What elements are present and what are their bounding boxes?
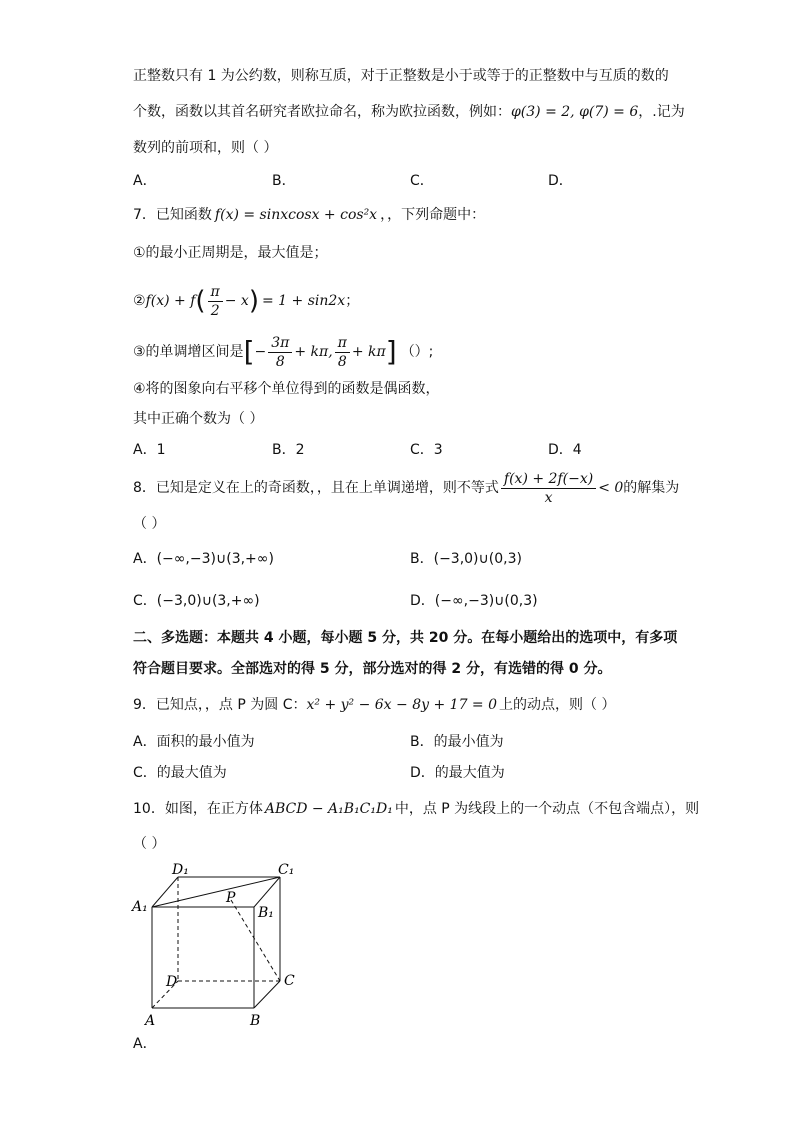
q7-item3-frac1-den: 8 [275,353,285,370]
label-P: P [226,890,236,906]
q6-line2-tail: ，.记为 [638,104,685,120]
q7-item3-mid1: + kπ, [294,344,333,360]
q7-item2-frac-den: 2 [210,302,220,319]
q10-stem-math: ABCD − A₁B₁C₁D₁ [264,801,393,817]
q9-stem-suffix: 上的动点，则（ ） [499,697,616,713]
label-D1: D₁ [172,862,189,878]
q8-paren: （ ） [133,516,166,532]
label-C1: C₁ [278,862,295,878]
q8-option-a: A．(−∞,−3)∪(3,+∞) [133,551,274,567]
q7-item3-frac2 [335,334,350,371]
edge-B-C [254,981,280,1008]
q6-line3: 数列的前项和，则（ ） [133,140,278,156]
q8-frac-den: x [544,489,553,506]
q7-item3-frac2-den: 8 [337,353,347,370]
q7-stem-prefix: 7．已知函数 [133,207,212,223]
q9-option-c: C．的最大值为 [133,765,227,781]
label-B1: B₁ [258,905,274,921]
q7-option-b: B．2 [272,442,305,458]
q6-option-a: A． [133,173,157,189]
q10-option-a: A． [133,1036,157,1052]
q7-item3-prefix: ③的单调增区间是 [133,344,244,360]
label-A1: A₁ [132,899,148,915]
q6-line2-math: φ(3) = 2, φ(7) = 6 [511,104,639,120]
q8-frac-tail: < 0 [598,480,624,496]
q9-option-d: D．的最大值为 [410,765,505,781]
q6-option-c: C． [410,173,434,189]
q7-item2-math-b: − x [224,293,249,309]
edge-B1-C1 [254,877,280,907]
q9-stem [133,695,615,715]
q7-item2-prefix: ② [133,293,146,309]
q7-option-c: C．3 [410,442,443,458]
q7-stem [133,205,485,225]
q9-stem-math: x² + y² − 6x − 8y + 17 = 0 [306,697,498,713]
q6-line2-text: 个数，函数以其首名研究者欧拉命名，称为欧拉函数，例如： [133,104,511,120]
q6-line2 [133,102,685,122]
label-B: B [250,1013,261,1029]
q7-item2-frac-num: π [208,283,223,302]
q7-item2-rparen: ) [248,286,259,316]
label-D: D [166,974,178,990]
q7-item3-lbracket: [ [243,335,255,368]
q6-option-d: D． [548,173,573,189]
q6-line1: 正整数只有 1 为公约数，则称互质，对于正整数是小于或等于的正整数中与互质的数的 [133,68,669,84]
label-C: C [284,973,295,989]
q6-option-b: B． [272,173,296,189]
q8-option-c: C．(−3,0)∪(3,+∞) [133,593,260,609]
q7-item3 [133,333,433,371]
q8-stem-prefix: 8．已知是定义在上的奇函数，，且在上单调递增，则不等式 [133,480,499,496]
q9-option-b: B．的最小值为 [410,734,504,750]
q10-paren: （ ） [133,836,166,852]
section2-line2: 符合题目要求。全部选对的得 5 分，部分选对的得 2 分，有选错的得 0 分。 [133,661,612,677]
q8-option-d: D．(−∞,−3)∪(0,3) [410,593,538,609]
q7-option-a: A．1 [133,442,166,458]
q7-item2 [133,282,359,320]
q9-option-a: A．面积的最小值为 [133,734,255,750]
q8-frac-num: f(x) + 2f(−x) [501,470,596,489]
q7-item2-suffix: ； [345,293,360,309]
q7-item3-frac2-num: π [335,334,350,353]
section2-line1: 二、多选题：本题共 4 小题，每小题 5 分，共 20 分。在每小题给出的选项中，有多项 [133,630,678,646]
label-A: A [145,1013,156,1029]
q7-item3-suffix: （）; [400,344,434,360]
q7-item3-mid2: + kπ [351,344,386,360]
q7-item2-frac [208,283,223,320]
q8-option-b: B．(−3,0)∪(0,3) [410,551,522,567]
q7-item1: ①的最小正周期是，最大值是； [133,245,328,261]
q7-stem-math: f(x) = sinxcosx + cos²x [214,207,378,223]
q10-stem-prefix: 10．如图，在正方体 [133,801,263,817]
q8-frac [501,470,596,507]
q7-item3-minus: − [254,344,267,360]
q7-item3-frac1 [268,334,292,371]
q7-item4: ④将的图象向右平移个单位得到的函数是偶函数， [133,381,440,397]
q7-item3-rbracket: ] [385,335,397,368]
q10-stem [133,799,699,819]
q8-stem-suffix: 的解集为 [623,480,680,496]
q9-stem-prefix: 9．已知点，，点 P 为圆 C： [133,697,307,713]
edge-A1-D1 [152,877,178,907]
q10-stem-suffix: 中，点 P 为线段上的一个动点（不包含端点），则 [394,801,700,817]
q8-stem [133,468,679,508]
diagonal-A1-C1 [152,877,280,907]
q7-count-line: 其中正确个数为（ ） [133,411,264,427]
q7-stem-suffix: ，，下列命题中： [380,207,486,223]
q7-item2-math-c: = 1 + sin2x [261,293,346,309]
cube-figure [128,855,308,1035]
q7-item2-math-a: f(x) + f [145,293,196,309]
q7-item2-lparen: ( [195,286,206,316]
q7-option-d: D．4 [548,442,582,458]
q7-item3-frac1-num: 3π [268,334,292,353]
